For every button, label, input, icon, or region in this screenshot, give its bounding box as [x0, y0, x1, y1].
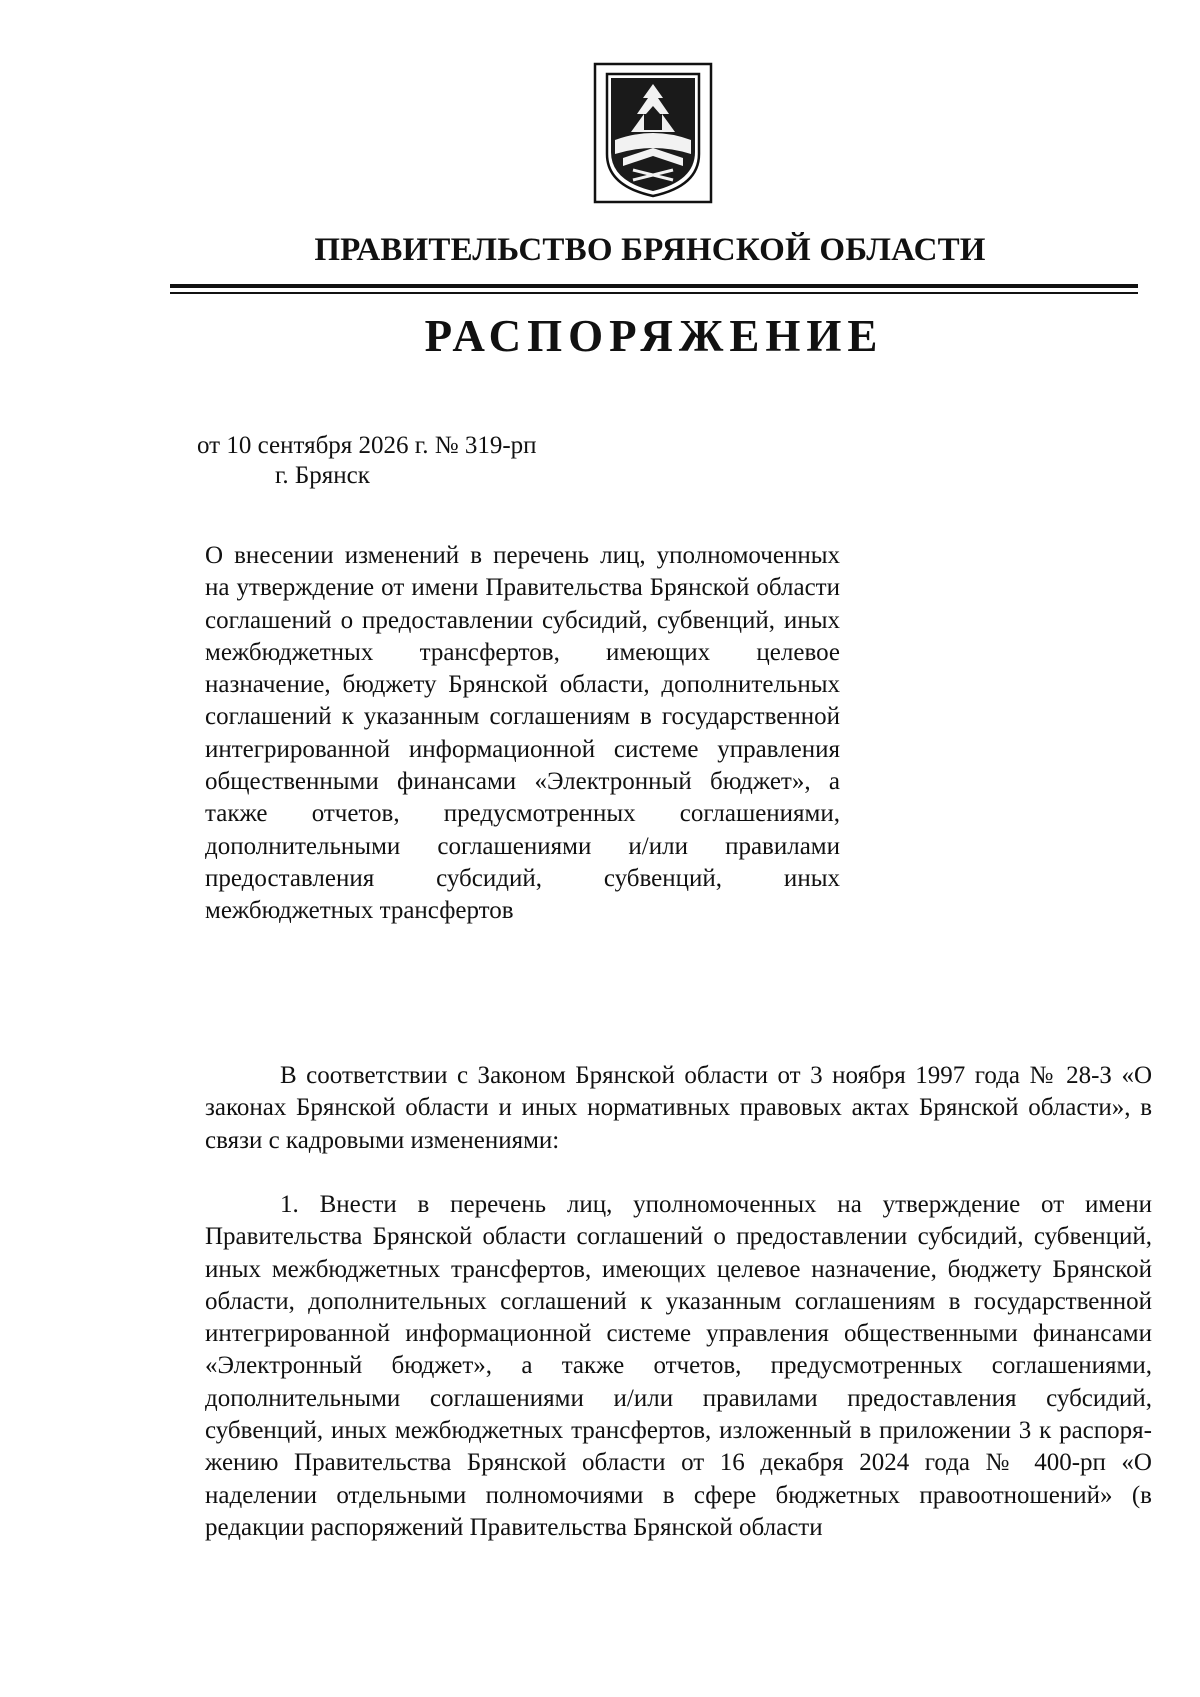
document-subject: О внесении изменений в перечень лиц, уполномоченных на утверждение от имени Правительства Брянской области соглашений о предоставлении субсидий, субвенций, иных межбюджетных трансфертов, имеющих целевое назначение, бюджету Брянской области, дополнительных соглашений к указанным соглашениям в государственной интегрированной информационной системе управления общественными финансами «Электронный бюджет», а также отчетов, предусмотренных соглашениями, дополнительными соглашениями и/или правилами предоставления субсидий, субвенций, иных межбюджетных трансфертов: [205, 542, 840, 925]
preamble-paragraph: В соответствии с Законом Брянской области от 3 ноября 1997 года № 28-З «О законах Брянской области и иных нормативных правовых актах Брянской области», в связи с кадровыми изменениями:: [205, 1062, 1152, 1154]
city-line: г. Брянск: [275, 462, 370, 489]
date-number-line: от 10 сентября 2026 г. № 319-рп: [197, 432, 537, 459]
bryansk-coat-of-arms-icon: [593, 62, 713, 204]
item-1-paragraph: 1. Внести в перечень лиц, уполномоченных на утверждение от имени Правительства Брянской области соглашений о предоставлении субсидий, субвенций, иных межбюджетных трансфертов, имеющих целевое назначение, бюджету Брянской области, дополнительных соглашений к указанным соглашениям в государственной интегрированной информационной системе управления общественными финансами «Электронный бюджет», а также отчетов, предусмотренных соглашениями, дополнительными соглашениями и/или правилами предоставления субсидий, субвенций, иных межбюджетных трансфертов, изложенный в приложении 3 к распоряжению Правительства Брянской области от 16 декабря 2024 года № 400-рп «О наделении отдельными полномочиями в сфере бюджетных правоотношений» (в редакции распоряжений Правительства Брянской области: [205, 1191, 1152, 1541]
document-type-title: РАСПОРЯЖЕНИЕ: [424, 311, 884, 361]
header-rule-thin: [170, 292, 1138, 294]
header-rule-thick: [170, 284, 1138, 288]
organization-title: ПРАВИТЕЛЬСТВО БРЯНСКОЙ ОБЛАСТИ: [314, 232, 986, 268]
